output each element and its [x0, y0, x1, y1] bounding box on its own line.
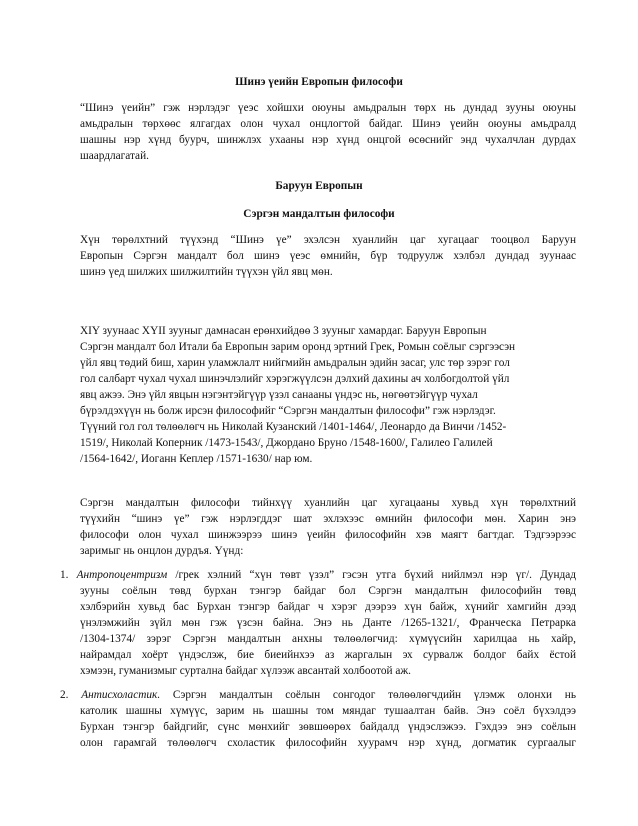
text-line: шашны нэр хүнд буурч, шинжлэх ухааны нэр хүнд онцгой өсөснийг энд чухалчлан дурдах — [80, 134, 576, 146]
text-line: зууны соёлын төвд бурхан тэнгэр байдаг бол Сэргэн мандалтын философийн төвд — [80, 585, 576, 597]
text-line: заримыг нь онцлон дурдъя. Үүнд: — [80, 545, 244, 557]
text-line: Хүн төрөлхтний түүхэнд “Шинэ үе” эхэлсэн хуанлийн цаг хугацааг тооцвол Баруун — [80, 234, 576, 246]
text-line: католик шашны хүмүүс, зарим нь шашны том мяндаг тушаалтан байв. Энэ соёл бүхэлдээ — [80, 705, 576, 717]
text-line — [60, 568, 576, 582]
text-line: /1304-1374/ зэрэг Сэргэн мандалтын анхны төлөөлөгчид: хүмүүсийн харилцаа нь хайр, — [80, 633, 576, 645]
text-line: үнэлэмжийн зүйл мөн гэж үзсэн байна. Энэ нь Данте /1265-1321/, Франческа Петрарка — [80, 617, 576, 629]
text-line: Сэргэн мандалтын философи тийнхүү хуанлийн цаг хугацааны хувьд хүн төрөлхтний — [80, 497, 576, 509]
list-number: 2. — [60, 689, 69, 701]
section-heading: Баруун Европын — [275, 180, 363, 192]
text-line: гол салбарт чухал чухал шинэчлэлийг хэрэгжүүлсэн дэлхий дахины ач холбогдолтой үйл — [80, 373, 510, 385]
text-line: Бурхан тэнгэр байдгийг, сүнс мөнхийг зөвшөөрөх байдалд үндэслэжээ. Гэхдээ энэ соёлын — [80, 721, 576, 733]
text-line: XIY зуунаас XYII зууныг дамнасан ерөнхийдөө 3 зууныг хамардаг. Баруун Европын — [80, 325, 487, 337]
text-line: олон гарамгай төлөөлөгч схоластик философийн хуурамч нэр хүнд, догматик сургаалыг — [80, 737, 576, 749]
list-term: Антисхоластик. — [81, 689, 161, 701]
list-number: 1. — [60, 569, 69, 581]
text-line: философи олон чухал шинжээрээ шинэ үеийн философийн хэв маягт багтдаг. Тэдгээрээс — [80, 529, 576, 541]
text-line: шинэ үед шилжих шилжилтийн түүхэн үйл явц мөн. — [80, 266, 333, 278]
text-line: амьдралын төрхөөс ялгагдах олон чухал онцлогтой байдаг. Шинэ үеийн оюуны амьдралд — [80, 118, 576, 130]
text-line: үйл явц төдий биш, харин уламжлалт нийгмийн амьдралын эдийн засаг, улс төр зэрэг гол — [80, 357, 510, 369]
list-text: Сэргэн мандалтын соёлын сонгодог төлөөлөгчдийн үлэмж олонхи нь — [172, 689, 576, 701]
text-line: түүхийн “шинэ үе” гэж нэрлэгддэг шат эхлэхээс өмнийн философи мөн. Харин энэ — [80, 513, 576, 525]
text-line: явц ажээ. Энэ үйл явцын нэгэнтэйгүүр үзэл санааны үндэс нь, нөгөөтэйгүүр чухал — [80, 389, 478, 401]
text-line: Европын Сэргэн мандалт бол шинэ үеэс өмнийн, бүр тодруулж хэлбэл дундад зуунаас — [80, 250, 576, 262]
text-line: хэмээн, гуманизмыг суртална байдаг хүлээж авсантай холбоотой аж. — [80, 665, 411, 677]
text-line: хэлбэрийн хувьд бас Бурхан тэнгэр байдаг ч хэрэг дээрээ хүн байж, хүнийг хамгийн дээд — [80, 601, 576, 613]
list-term: Антропоцентризм — [76, 569, 168, 581]
document-title: Шинэ үеийн Европын философи — [235, 76, 403, 88]
text-line: Түүний гол гол төлөөлөгч нь Николай Кузанский /1401-1464/, Леонардо да Винчи /1452- — [80, 421, 507, 433]
text-line: /1564-1642/, Иоганн Кеплер /1571-1630/ нар юм. — [80, 453, 313, 465]
text-line — [60, 688, 576, 702]
section-subheading: Сэргэн мандалтын философи — [243, 208, 395, 220]
text-line: 1519/, Николай Коперник /1473-1543/, Джордано Бруно /1548-1600/, Галилео Галилей — [80, 437, 493, 449]
list-text: /грек хэлний “хүн төвт үзэл” гэсэн утга бүхий нийлмэл нэр үг/. Дундад — [175, 569, 576, 581]
text-line: Сэргэн мандалт бол Итали ба Европын зарим оронд эртний Грек, Ромын соёлыг сэргээсэн — [80, 341, 516, 353]
text-line: “Шинэ үеийн” гэж нэрлэдэг үеэс хойшхи оюуны амьдралын төрх нь дундад зууны оюуны — [80, 102, 576, 114]
text-line: бүрэлдэхүүн нь болж ирсэн философийг “Сэргэн мандалтын философи” гэж нэрлэдэг. — [80, 405, 496, 417]
text-line: найрамдал хоёрт үндэслэж, бие биеийнхээ аз жаргалын эх сурвалж болдог байх ёстой — [80, 649, 576, 661]
text-line: шаардлагатай. — [80, 150, 149, 162]
